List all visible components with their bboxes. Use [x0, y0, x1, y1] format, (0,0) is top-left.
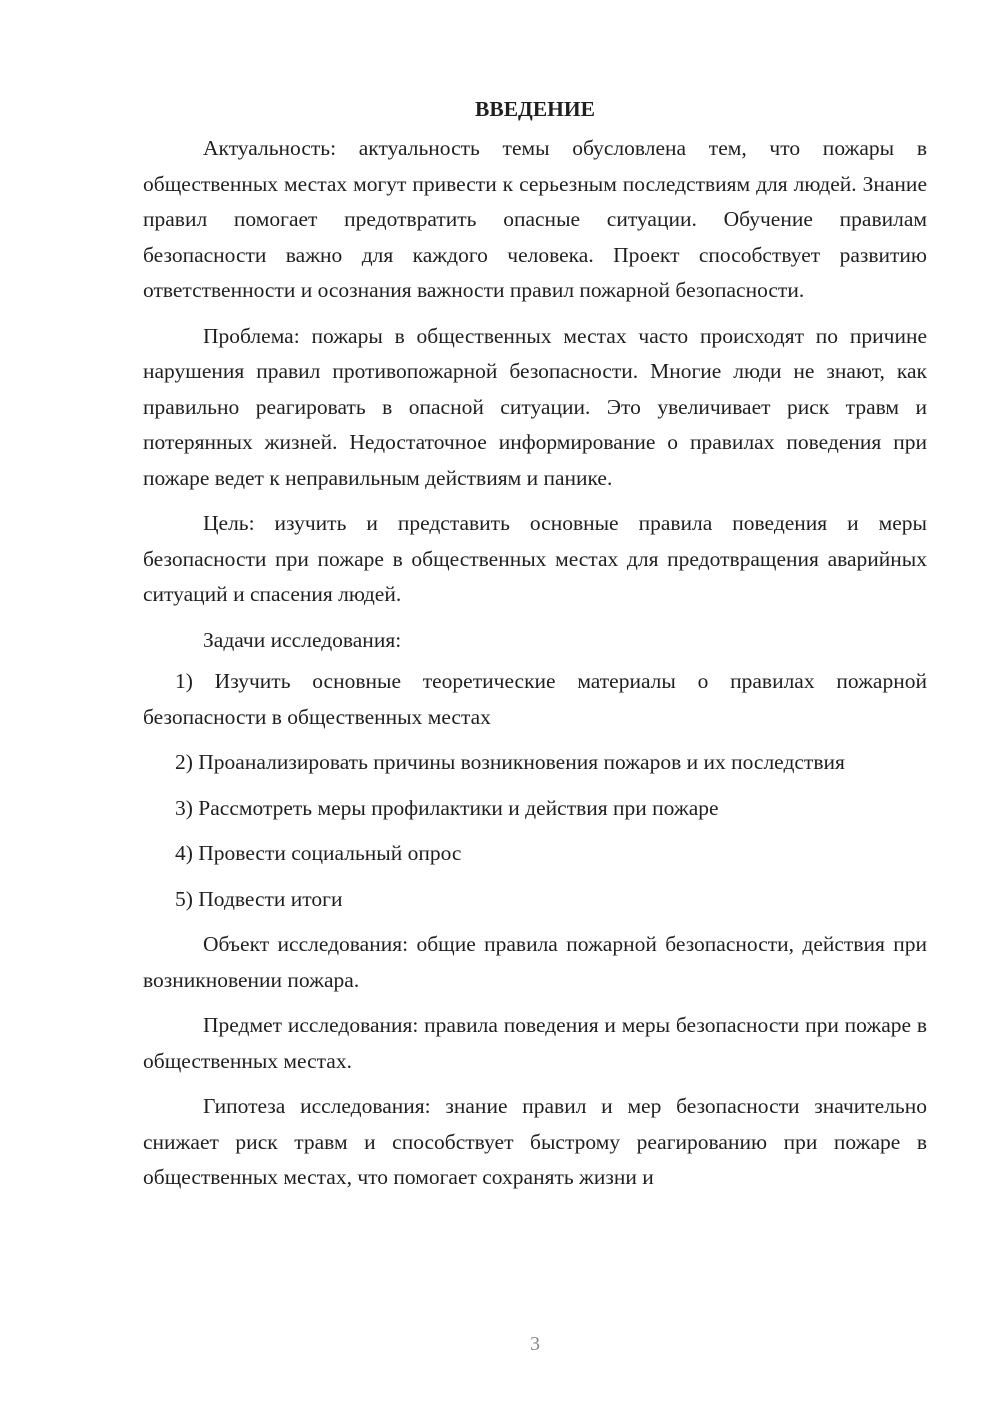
paragraph-problem: Проблема: пожары в общественных местах часто происходят по причине нарушения правил противопожарной безопасности. Многие люди не знают, как правильно реагировать в опасной ситуации. Это увеличивает риск травм и потерянных жизней. Недостаточное информирование о правилах поведения при пожаре ведет к неправильным действиям и панике. — [143, 323, 927, 490]
paragraph-hypothesis: Гипотеза исследования: знание правил и мер безопасности значительно снижает риск травм и способствует быстрому реагированию при пожаре в общественных местах, что помогает сохранять жизни и — [143, 1094, 927, 1189]
paragraph-relevance: Актуальность: актуальность темы обусловлена тем, что пожары в общественных местах могут привести к серьезным последствиям для людей. Знание правил помогает предотвратить опасные ситуации. Обучение правилам безопасности важно для каждого человека. Проект способствует развитию ответственности и осознания важности правил пожарной безопасности. — [143, 136, 927, 302]
paragraph-object: Объект исследования: общие правила пожарной безопасности, действия при возникновении пожара. — [143, 932, 927, 992]
page-number: 3 — [530, 1333, 540, 1355]
section-title: ВВЕДЕНИЕ — [475, 97, 595, 121]
task-item-4: 4) Провести социальный опрос — [175, 841, 462, 865]
task-item-3: 3) Рассмотреть меры профилактики и действия при пожаре — [175, 795, 719, 820]
paragraph-goal: Цель: изучить и представить основные правила поведения и меры безопасности при пожаре в общественных местах для предотвращения аварийных ситуаций и спасения людей. — [143, 511, 927, 606]
tasks-heading: Задачи исследования: — [203, 627, 402, 652]
paragraph-subject: Предмет исследования: правила поведения и меры безопасности при пожаре в общественных местах. — [143, 1013, 927, 1073]
task-item-5: 5) Подвести итоги — [175, 886, 343, 911]
page-content — [143, 92, 927, 1206]
task-item-2: 2) Проанализировать причины возникновения пожаров и их последствия — [175, 750, 845, 774]
task-item-1: 1) Изучить основные теоретические материалы о правилах пожарной безопасности в общественных местах — [143, 669, 927, 729]
